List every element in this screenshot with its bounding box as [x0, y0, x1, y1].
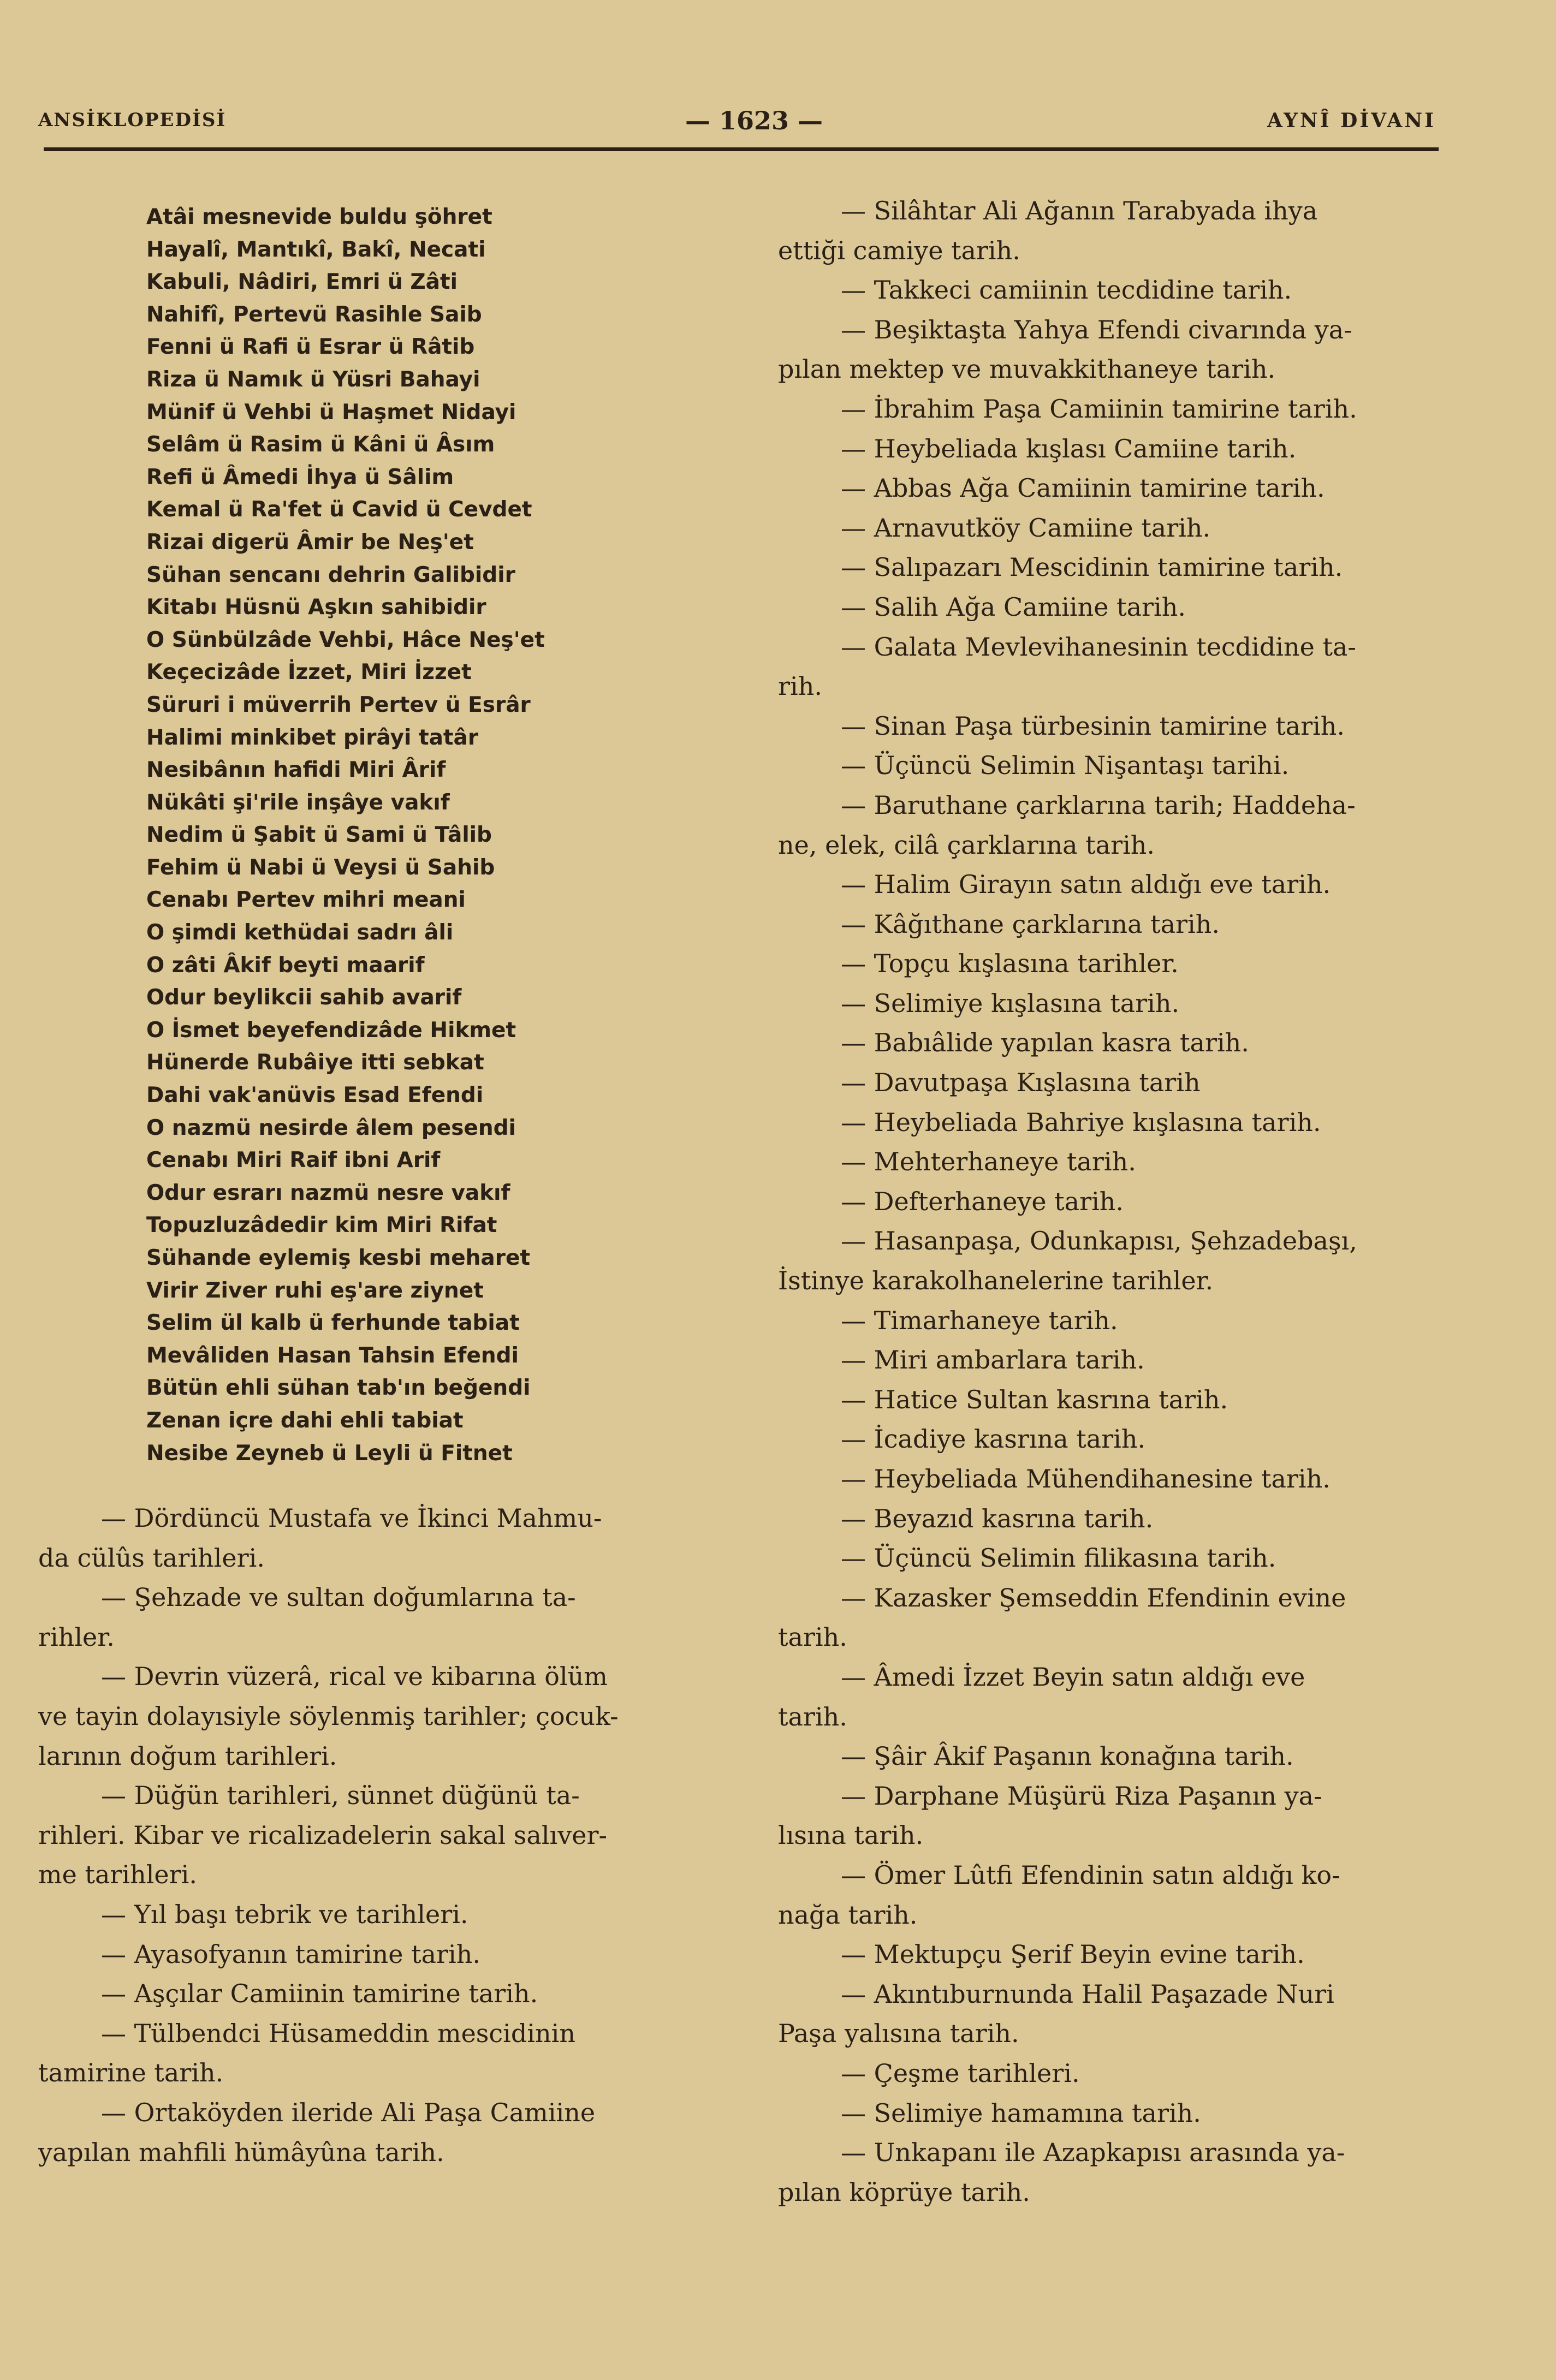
right-text-line: — Abbas Ağa Camiinin tamirine tarih. [841, 473, 1325, 503]
running-head-right: AYNÎ DİVANI [1267, 109, 1436, 132]
left-text-line: da cülûs tarihleri. [38, 1543, 265, 1573]
poem-line: Kabuli, Nâdiri, Emri ü Zâti [146, 270, 458, 295]
left-text-line: — Devrin vüzerâ, rical ve kibarına ölüm [101, 1662, 608, 1692]
right-text-line: — Heybeliada Mühendihanesine tarih. [841, 1464, 1331, 1494]
poem-line: Fenni ü Rafi ü Esrar ü Râtib [146, 335, 475, 360]
poem-line: Hünerde Rubâiye itti sebkat [146, 1050, 484, 1075]
right-text-line: — Kâğıthane çarklarına tarih. [841, 909, 1220, 939]
left-text-line: me tarihleri. [38, 1860, 197, 1890]
right-text-line: — Hatice Sultan kasrına tarih. [841, 1384, 1228, 1414]
poem-line: O zâti Âkif beyti maarif [146, 953, 425, 978]
right-text-line: — Hasanpaşa, Odunkapısı, Şehzadebaşı, [841, 1226, 1357, 1256]
left-text-line: rihleri. Kibar ve ricalizadelerin sakal salıver- [38, 1820, 607, 1850]
poem-line: Sühan sencanı dehrin Galibidir [146, 562, 515, 587]
poem-line: Cenabı Miri Raif ibni Arif [146, 1148, 441, 1173]
poem-line: Selim ül kalb ü ferhunde tabiat [146, 1311, 520, 1336]
right-text-line: — Timarhaneye tarih. [841, 1305, 1118, 1335]
poem-block [146, 201, 692, 1469]
right-column-text [778, 191, 1444, 2212]
left-text-line: ve tayin dolayısiyle söylenmiş tarihler; çocuk- [38, 1701, 619, 1731]
poem-line: Dahi vak'anüvis Esad Efendi [146, 1083, 484, 1108]
poem-line: Atâi mesnevide buldu şöhret [146, 205, 492, 229]
right-text-line: — İcadiye kasrına tarih. [841, 1424, 1146, 1454]
right-text-line: — Mektupçu Şerif Beyin evine tarih. [841, 1939, 1305, 1970]
running-head-left: ANSİKLOPEDİSİ [38, 109, 227, 131]
right-text-line: — Üçüncü Selimin filikasına tarih. [841, 1543, 1276, 1573]
right-text-line: — Âmedi İzzet Beyin satın aldığı eve [841, 1662, 1305, 1692]
right-text-line: — Mehterhaneye tarih. [841, 1147, 1136, 1177]
poem-line: Kitabı Hüsnü Aşkın sahibidir [146, 595, 486, 620]
poem-line: Süruri i müverrih Pertev ü Esrâr [146, 692, 531, 717]
right-text-line: — Heybeliada kışlası Camiine tarih. [841, 433, 1297, 463]
poem-line: Nesibânın hafidi Miri Ârif [146, 758, 446, 783]
left-text-line: — Dördüncü Mustafa ve İkinci Mahmu- [101, 1503, 602, 1533]
left-text-line: — Tülbendci Hüsameddin mescidinin [101, 2018, 575, 2048]
poem-line: Münif ü Vehbi ü Haşmet Nidayi [146, 400, 516, 425]
right-text-line: Paşa yalısına tarih. [778, 2019, 1019, 2049]
poem-line: Riza ü Namık ü Yüsri Bahayi [146, 367, 480, 392]
poem-line: Selâm ü Rasim ü Kâni ü Âsım [146, 432, 495, 457]
right-text-line: — Heybeliada Bahriye kışlasına tarih. [841, 1107, 1321, 1137]
right-text-line: — Babıâlide yapılan kasra tarih. [841, 1028, 1249, 1058]
poem-line: Cenabı Pertev mihri meani [146, 888, 466, 913]
right-text-line: — Çeşme tarihleri. [841, 2058, 1080, 2088]
poem-line: Nahifî, Pertevü Rasihle Saib [146, 302, 482, 327]
right-text-line: — Ömer Lûtfi Efendinin satın aldığı ko- [841, 1860, 1340, 1890]
left-text-line: — Aşçılar Camiinin tamirine tarih. [101, 1979, 538, 2009]
right-text-line: — Miri ambarlara tarih. [841, 1345, 1145, 1375]
right-text-line: İstinye karakolhanelerine tarihler. [778, 1266, 1214, 1296]
poem-line: Nesibe Zeyneb ü Leyli ü Fitnet [146, 1441, 513, 1466]
right-text-line: — Salih Ağa Camiine tarih. [841, 592, 1186, 622]
right-text-line: ne, elek, cilâ çarklarına tarih. [778, 830, 1155, 860]
right-text-line: — Topçu kışlasına tarihler. [841, 949, 1179, 979]
poem-line: Topuzluzâdedir kim Miri Rifat [146, 1213, 497, 1238]
page-number: — 1623 — [685, 106, 823, 135]
right-text-line: — Şâir Âkif Paşanın konağına tarih. [841, 1741, 1294, 1771]
poem-line: Zenan içre dahi ehli tabiat [146, 1408, 464, 1433]
right-text-line: pılan köprüye tarih. [778, 2177, 1030, 2207]
poem-line: Odur beylikcii sahib avarif [146, 985, 462, 1010]
poem-line: Odur esrarı nazmü nesre vakıf [146, 1180, 510, 1205]
poem-line: Fehim ü Nabi ü Veysi ü Sahib [146, 855, 495, 880]
right-text-line: — Darphane Müşürü Riza Paşanın ya- [841, 1781, 1322, 1811]
right-text-line: — Beyazıd kasrına tarih. [841, 1503, 1154, 1533]
right-text-line: tarih. [778, 1701, 847, 1732]
poem-line: Keçecizâde İzzet, Miri İzzet [146, 660, 472, 685]
right-text-line: tarih. [778, 1622, 847, 1652]
left-text-line: — Yıl başı tebrik ve tarihleri. [101, 1899, 468, 1929]
right-text-line: — İbrahim Paşa Camiinin tamirine tarih. [841, 394, 1357, 424]
right-text-line: — Takkeci camiinin tecdidine tarih. [841, 275, 1292, 305]
right-text-line: pılan mektep ve muvakkithaneye tarih. [778, 354, 1276, 384]
right-text-line: — Beşiktaşta Yahya Efendi civarında ya- [841, 314, 1352, 344]
poem-line: Sühande eylemiş kesbi meharet [146, 1246, 531, 1270]
left-text-line: larının doğum tarihleri. [38, 1741, 337, 1771]
right-text-line: — Akıntıburnunda Halil Paşazade Nuri [841, 1979, 1334, 2009]
right-text-line: — Kazasker Şemseddin Efendinin evine [841, 1582, 1346, 1613]
left-text-line: — Ortaköyden ileride Ali Paşa Camiine [101, 2097, 596, 2127]
right-text-line: — Arnavutköy Camiine tarih. [841, 513, 1211, 543]
poem-line: Halimi minkibet pirâyi tatâr [146, 725, 479, 750]
right-text-line: — Üçüncü Selimin Nişantaşı tarihi. [841, 751, 1290, 781]
right-text-line: — Salıpazarı Mescidinin tamirine tarih. [841, 552, 1343, 582]
right-text-line: — Selimiye hamamına tarih. [841, 2098, 1201, 2128]
right-text-line: — Halim Girayın satın aldığı eve tarih. [841, 870, 1331, 900]
poem-line: Rizai digerü Âmir be Neş'et [146, 529, 474, 555]
page-header [38, 106, 1436, 147]
poem-line: O Sünbülzâde Vehbi, Hâce Neş'et [146, 627, 545, 652]
right-text-line: — Selimiye kışlasına tarih. [841, 988, 1180, 1018]
right-text-line: nağa tarih. [778, 1900, 918, 1930]
right-text-line: — Sinan Paşa türbesinin tamirine tarih. [841, 711, 1345, 741]
right-text-line: — Baruthane çarklarına tarih; Haddeha- [841, 790, 1356, 820]
right-text-line: — Defterhaneye tarih. [841, 1186, 1124, 1216]
poem-line: Mevâliden Hasan Tahsin Efendi [146, 1343, 519, 1368]
poem-line: Nükâti şi'rile inşâye vakıf [146, 790, 450, 815]
left-text-line: — Ayasofyanın tamirine tarih. [101, 1939, 480, 1969]
poem-line: Hayalî, Mantıkî, Bakî, Necati [146, 237, 486, 262]
poem-line: Nedim ü Şabit ü Sami ü Tâlib [146, 823, 492, 848]
right-text-line: rih. [778, 671, 822, 701]
poem-line: Refi ü Âmedi İhya ü Sâlim [146, 465, 454, 490]
left-text-line: — Şehzade ve sultan doğumlarına ta- [101, 1582, 576, 1613]
left-text-line: — Düğün tarihleri, sünnet düğünü ta- [101, 1781, 580, 1811]
right-text-line: — Galata Mevlevihanesinin tecdidine ta- [841, 632, 1356, 662]
right-text-line: — Unkapanı ile Azapkapısı arasında ya- [841, 2138, 1345, 2168]
header-rule [44, 147, 1439, 151]
left-column-text [38, 1498, 707, 2172]
right-text-line: ettiği camiye tarih. [778, 235, 1020, 265]
poem-line: Bütün ehli sühan tab'ın beğendi [146, 1376, 531, 1401]
left-text-line: tamirine tarih. [38, 2058, 224, 2088]
right-text-line: — Silâhtar Ali Ağanın Tarabyada ihya [841, 196, 1318, 225]
right-text-line: — Davutpaşa Kışlasına tarih [841, 1068, 1201, 1098]
poem-line: O nazmü nesirde âlem pesendi [146, 1115, 516, 1140]
poem-line: O İsmet beyefendizâde Hikmet [146, 1018, 516, 1043]
poem-line: Virir Ziver ruhi eş'are ziynet [146, 1278, 484, 1303]
poem-line: O şimdi kethüdai sadrı âli [146, 920, 454, 945]
right-text-line: lısına tarih. [778, 1820, 924, 1851]
left-text-line: yapılan mahfili hümâyûna tarih. [38, 2137, 444, 2167]
poem-line: Kemal ü Ra'fet ü Cavid ü Cevdet [146, 497, 532, 522]
left-text-line: rihler. [38, 1622, 115, 1652]
